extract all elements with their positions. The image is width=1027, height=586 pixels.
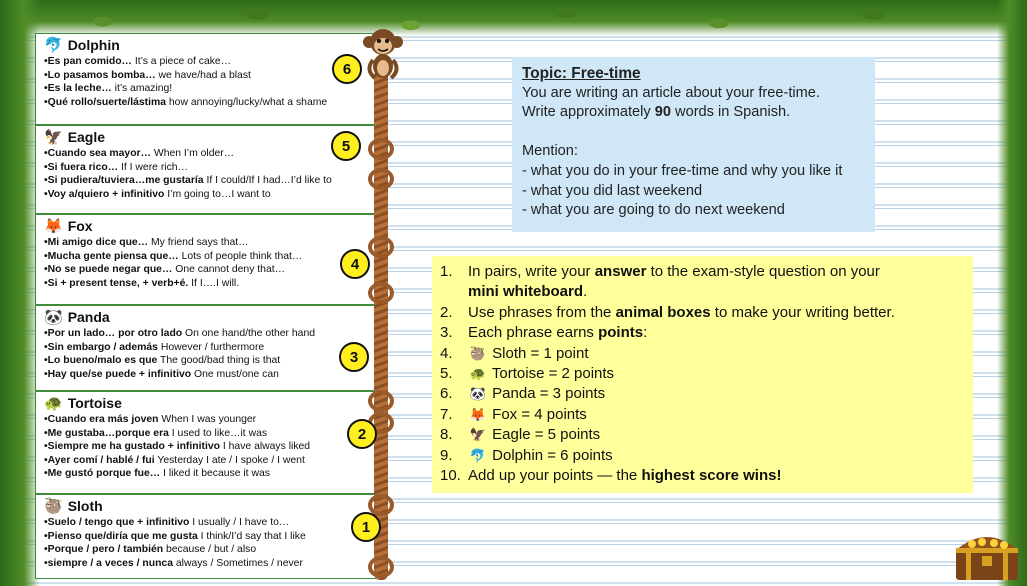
phrase: •Lo pasamos bomba… we have/had a blast xyxy=(44,69,251,81)
points-badge-dolphin: 6 xyxy=(332,54,362,84)
eagle-title: Eagle xyxy=(67,129,106,145)
instruction-item: 9. 🐬 Dolphin = 6 points xyxy=(440,446,965,466)
phrase: •Voy a/quiero + infinitivo I’m going to…I want to xyxy=(44,188,271,200)
spacer xyxy=(522,123,865,143)
instruction-item: 8. 🦅 Eagle = 5 points xyxy=(440,425,965,445)
panda-icon: 🐼 xyxy=(44,308,63,326)
dolphin-icon: 🐬 xyxy=(44,36,63,54)
phrase: •Mucha gente piensa que… Lots of people think that… xyxy=(44,250,303,262)
topic-title: Topic: Free-time xyxy=(522,65,641,82)
sloth-heading xyxy=(44,498,378,514)
fox-heading xyxy=(44,218,378,234)
tortoise-box xyxy=(35,391,385,494)
phrase: •Sin embargo / además However / furthermore xyxy=(44,341,265,353)
panda-heading xyxy=(44,309,378,325)
instruction-item: 6. 🐼 Panda = 3 points xyxy=(440,384,965,404)
phrase: •Pienso que/diría que me gusta I think/I’d say that I like xyxy=(44,530,306,542)
topic-mention: Mention: xyxy=(522,143,578,160)
fox-title: Fox xyxy=(67,218,93,234)
fox-icon: 🦊 xyxy=(44,217,63,235)
phrase: •Me gustaba…porque era I used to like…it was xyxy=(44,427,268,439)
tortoise-icon: 🐢 xyxy=(469,366,487,382)
phrase: •Si + present tense, + verb+é. If I….I will. xyxy=(44,277,240,289)
panda-icon: 🐼 xyxy=(469,386,487,402)
phrase: •Qué rollo/suerte/lástima how annoying/lucky/what a shame xyxy=(44,96,328,108)
dolphin-title: Dolphin xyxy=(67,37,120,53)
dolphin-heading xyxy=(44,37,378,53)
instruction-item: 10. Add up your points — the highest score wins! xyxy=(440,467,782,485)
eagle-icon: 🦅 xyxy=(469,427,487,443)
topic-line: You are writing an article about your free-time. xyxy=(522,84,820,101)
rope-knot xyxy=(368,556,394,578)
points-badge-tortoise: 2 xyxy=(347,419,377,449)
rope-knot xyxy=(368,236,394,258)
topic-bullet: - what you did last weekend xyxy=(522,182,703,199)
jungle-leaves-left xyxy=(0,0,40,586)
instructions-box xyxy=(432,256,973,493)
rope-knot xyxy=(368,168,394,190)
points-badge-sloth: 1 xyxy=(351,512,381,542)
fox-box xyxy=(35,214,385,305)
phrase: •Es la leche… it’s amazing! xyxy=(44,83,173,95)
phrase: •Mi amigo dice que… My friend says that… xyxy=(44,237,249,248)
phrase: •Si pudiera/tuviera…me gustaría If I could/If I had…I’d like to xyxy=(44,175,332,187)
topic-word-count: Write approximately 90 words in Spanish. xyxy=(522,104,791,121)
panda-box xyxy=(35,305,385,391)
phrase: •Ayer comí / hablé / fui Yesterday I ate / I spoke / I went xyxy=(44,454,305,466)
phrase: •siempre / a veces / nunca always / Sometimes / never xyxy=(44,557,303,569)
dolphin-box xyxy=(35,33,385,125)
instruction-item: 4. 🦥 Sloth = 1 point xyxy=(440,344,965,364)
phrase: •Suelo / tengo que + infinitivo I usually / I have to… xyxy=(44,517,290,528)
phrase: •Si fuera rico… If I were rich… xyxy=(44,161,188,173)
instruction-item: 7. 🦊 Fox = 4 points xyxy=(440,405,965,425)
points-badge-fox: 4 xyxy=(340,249,370,279)
tortoise-title: Tortoise xyxy=(67,395,122,411)
instruction-item: 5. 🐢 Tortoise = 2 points xyxy=(440,364,965,384)
sloth-box xyxy=(35,494,385,579)
phrase: •Me gustó porque fue… I liked it because it was xyxy=(44,468,270,480)
sloth-icon: 🦥 xyxy=(44,497,63,515)
sloth-title: Sloth xyxy=(67,498,103,514)
eagle-icon: 🦅 xyxy=(44,128,63,146)
jungle-leaves-top xyxy=(0,0,1027,36)
panda-title: Panda xyxy=(67,309,110,325)
points-badge-panda: 3 xyxy=(339,342,369,372)
points-badge-eagle: 5 xyxy=(331,131,361,161)
phrase: •Cuando era más joven When I was younger xyxy=(44,414,257,425)
phrase: •Cuando sea mayor… When I’m older… xyxy=(44,148,235,159)
treasure-chest-icon xyxy=(952,522,1022,582)
topic-box xyxy=(512,57,875,232)
instruction-item: 1. In pairs, write your answer to the exam-style question on your xyxy=(440,263,880,280)
topic-bullet: - what you are going to do next weekend xyxy=(522,202,785,219)
instruction-item: mini whiteboard. xyxy=(468,283,588,301)
sloth-icon: 🦥 xyxy=(469,345,487,361)
phrase: •Hay que/se puede + infinitivo One must/one can xyxy=(44,368,279,380)
topic-bullet: - what you do in your free-time and why you like it xyxy=(522,162,843,179)
fox-icon: 🦊 xyxy=(469,406,487,422)
dolphin-icon: 🐬 xyxy=(469,447,487,463)
eagle-heading xyxy=(44,129,378,145)
phrase: •Siempre me ha gustado + infinitivo I have always liked xyxy=(44,441,311,453)
instruction-item: 2. Use phrases from the animal boxes to make your writing better. xyxy=(440,303,895,321)
tortoise-icon: 🐢 xyxy=(44,394,63,412)
phrase: •No se puede negar que… One cannot deny that… xyxy=(44,264,285,276)
jungle-leaves-right xyxy=(997,0,1027,586)
phrase: •Por un lado… por otro lado On one hand/the other hand xyxy=(44,328,316,339)
rope-knot xyxy=(368,282,394,304)
phrase: •Porque / pero / también because / but / also xyxy=(44,544,257,556)
rope-knot xyxy=(368,138,394,160)
phrase: •Lo bueno/malo es que The good/bad thing is that xyxy=(44,355,281,367)
tortoise-heading xyxy=(44,395,378,411)
phrase: •Es pan comido… It’s a piece of cake… xyxy=(44,56,232,67)
monkey-icon xyxy=(361,26,405,84)
rope-knot xyxy=(368,390,394,412)
instruction-item: 3. Each phrase earns points: xyxy=(440,324,648,342)
